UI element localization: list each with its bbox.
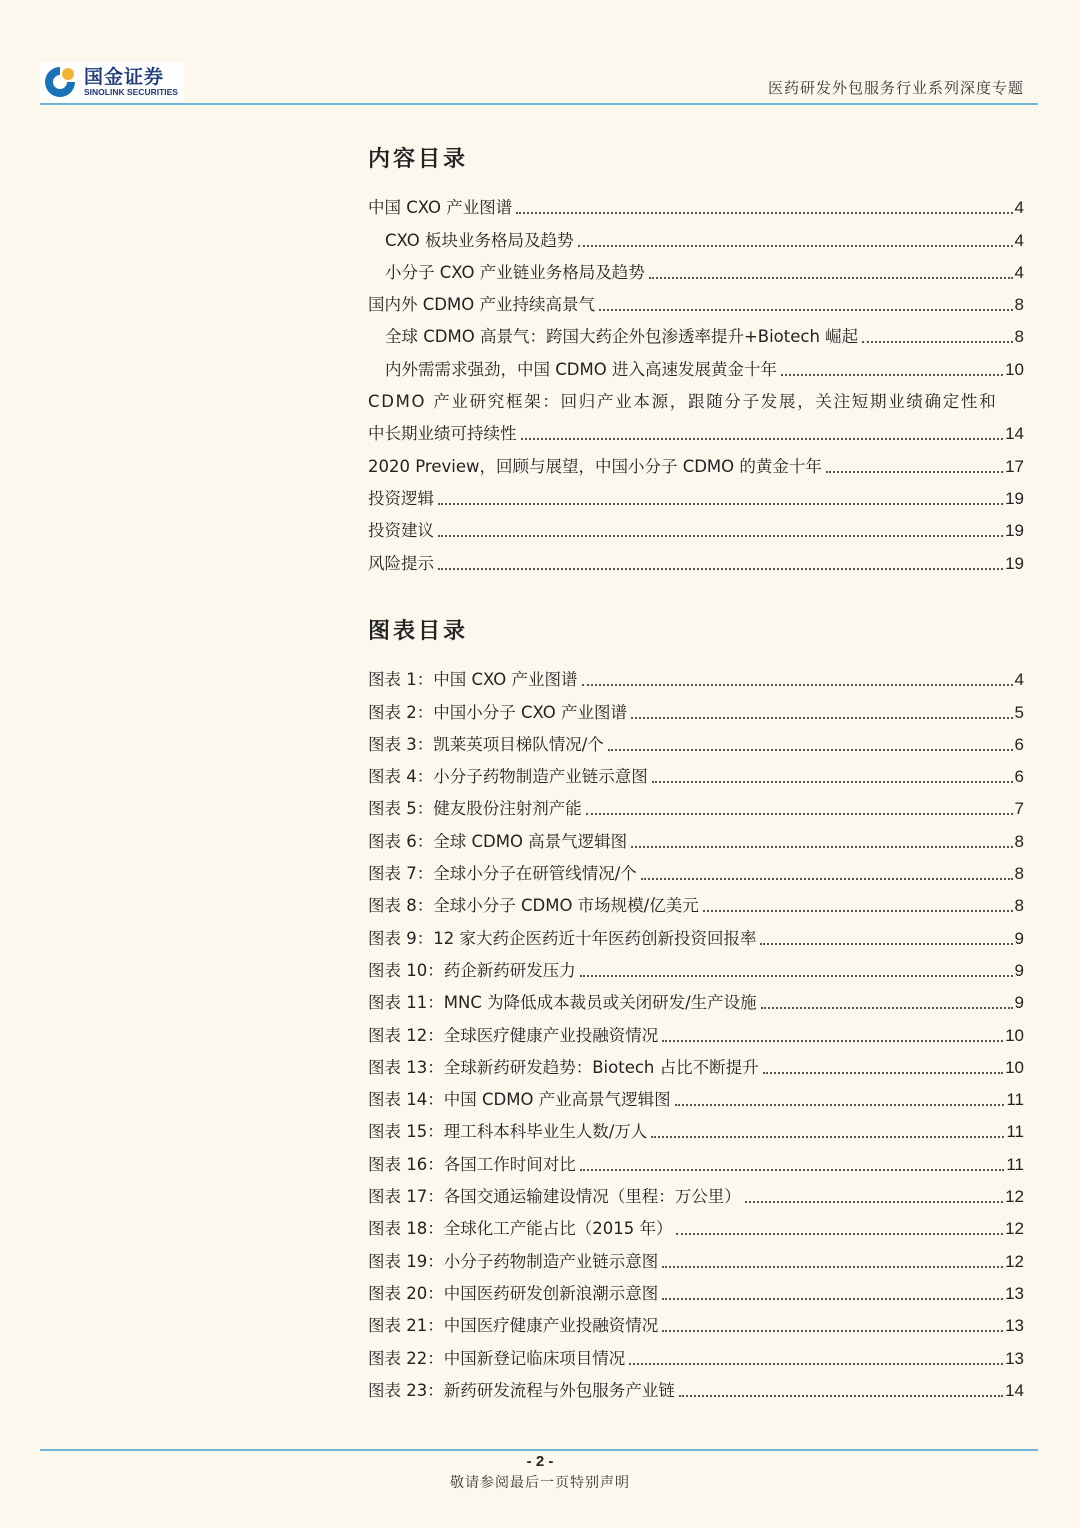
dot-leader — [641, 878, 1013, 880]
figure-entry-page: 11 — [1006, 1154, 1024, 1174]
table-of-contents — [368, 142, 1024, 574]
figure-entry-page: 10 — [1005, 1057, 1024, 1077]
figure-entry-title: 图表 2：中国小分子 CXO 产业图谱 — [368, 702, 627, 722]
dot-leader — [675, 1104, 1005, 1106]
figure-entry-title: 图表 4：小分子药物制造产业链示意图 — [368, 767, 648, 787]
figure-entry-page: 8 — [1014, 864, 1024, 884]
figure-entry-page: 4 — [1014, 670, 1024, 690]
figure-entry[interactable] — [368, 1304, 1024, 1336]
figure-entry-title: 图表 7：全球小分子在研管线情况/个 — [368, 864, 637, 884]
logo-english-name: SINOLINK SECURITIES — [84, 87, 178, 97]
toc-entry[interactable]: 全球 CDMO 高景气：跨国大药企外包渗透率提升+Biotech 崛起 8 — [385, 327, 1024, 347]
page-number: - 2 - — [526, 1453, 554, 1470]
figure-entry-page: 13 — [1005, 1316, 1024, 1336]
company-logo — [40, 62, 184, 102]
figure-entry-page: 13 — [1005, 1348, 1024, 1368]
figure-entry-page: 9 — [1014, 993, 1024, 1013]
figure-entry-title: 图表 8：全球小分子 CDMO 市场规模/亿美元 — [368, 896, 699, 916]
figure-entry-title: 图表 13：全球新药研发趋势：Biotech 占比不断提升 — [368, 1057, 759, 1077]
dot-leader — [703, 910, 1013, 912]
list-of-figures — [368, 614, 1024, 1401]
toc-entry[interactable]: 小分子 CXO 产业链业务格局及趋势 4 — [385, 262, 1024, 282]
toc-entry[interactable]: 内外需需求强劲，中国 CDMO 进入高速发展黄金十年 10 — [385, 359, 1024, 379]
dot-leader — [580, 975, 1013, 977]
figure-entry[interactable] — [368, 884, 1024, 916]
figure-entry[interactable] — [368, 1078, 1024, 1110]
figure-entry[interactable] — [368, 1175, 1024, 1207]
dot-leader — [608, 749, 1013, 751]
figure-entry-page: 12 — [1005, 1251, 1024, 1271]
contents-title: 内容目录 — [368, 147, 469, 172]
dot-leader — [763, 1072, 1003, 1074]
report-series-title: 医药研发外包服务行业系列深度专题 — [767, 79, 1024, 97]
figure-entry[interactable] — [368, 755, 1024, 787]
figure-entry-page: 5 — [1014, 702, 1024, 722]
dot-leader — [662, 1040, 1003, 1042]
dot-leader — [745, 1201, 1003, 1203]
figure-entry-title: 图表 22：中国新登记临床项目情况 — [368, 1348, 626, 1368]
figure-entry[interactable] — [368, 1013, 1024, 1045]
figure-entry-page: 9 — [1014, 960, 1024, 980]
dot-leader — [631, 717, 1013, 719]
dot-leader — [586, 813, 1013, 815]
figure-entry-page: 13 — [1005, 1283, 1024, 1303]
sinolink-logo-icon — [42, 64, 78, 100]
figure-entry-title: 图表 9：12 家大药企医药近十年医药创新投资回报率 — [368, 928, 757, 948]
dot-leader — [631, 846, 1012, 848]
figure-entry-title: 图表 23：新药研发流程与外包服务产业链 — [368, 1380, 675, 1400]
figure-entry[interactable] — [368, 658, 1024, 690]
figures-title: 图表目录 — [368, 619, 469, 644]
dot-leader — [662, 1298, 1003, 1300]
figure-entry[interactable] — [368, 690, 1024, 722]
figure-entry-title: 图表 1：中国 CXO 产业图谱 — [368, 670, 578, 690]
figure-entry-title: 图表 5：健友股份注射剂产能 — [368, 799, 582, 819]
dot-leader — [676, 1233, 1003, 1235]
figure-entry-title: 图表 14：中国 CDMO 产业高景气逻辑图 — [368, 1090, 671, 1110]
figure-entry[interactable] — [368, 1142, 1024, 1174]
dot-leader — [679, 1395, 1003, 1397]
toc-entry[interactable]: 国内外 CDMO 产业持续高景气 8 — [368, 295, 1024, 315]
figure-entry-page: 11 — [1006, 1122, 1024, 1142]
dot-leader — [582, 684, 1013, 686]
figure-entry-title: 图表 19：小分子药物制造产业链示意图 — [368, 1251, 659, 1271]
figure-entry-page: 7 — [1014, 799, 1024, 819]
figure-entry-title: 图表 3：凯莱英项目梯队情况/个 — [368, 734, 604, 754]
disclaimer-note: 敬请参阅最后一页特别声明 — [450, 1475, 630, 1491]
figure-entry-title: 图表 17：各国交通运输建设情况（里程：万公里） — [368, 1187, 741, 1207]
dot-leader — [760, 943, 1012, 945]
logo-chinese-name: 国金证券 — [84, 66, 165, 88]
toc-entry[interactable]: 投资建议 19 — [368, 521, 1024, 541]
figure-entry[interactable] — [368, 1369, 1024, 1401]
figure-entry-title: 图表 16：各国工作时间对比 — [368, 1154, 576, 1174]
figure-entry-page: 6 — [1014, 767, 1024, 787]
toc-entry[interactable]: 2020 Preview，回顾与展望，中国小分子 CDMO 的黄金十年 17 — [368, 456, 1024, 476]
dot-leader — [761, 1007, 1013, 1009]
footer-divider — [40, 1449, 1038, 1451]
figure-entry[interactable] — [368, 1207, 1024, 1239]
dot-leader — [580, 1169, 1005, 1171]
figure-entry[interactable] — [368, 949, 1024, 981]
toc-entry-line1[interactable]: CDMO 产业研究框架：回归产业本源，跟随分子发展，关注短期业绩确定性和 — [368, 392, 998, 412]
figure-entry-page: 8 — [1014, 896, 1024, 916]
figure-entry[interactable] — [368, 787, 1024, 819]
dot-leader — [662, 1266, 1003, 1268]
figure-entry[interactable] — [368, 1046, 1024, 1078]
figure-entry-title: 图表 21：中国医疗健康产业投融资情况 — [368, 1316, 659, 1336]
figure-entry[interactable] — [368, 1272, 1024, 1304]
toc-entry[interactable]: CXO 板块业务格局及趋势 4 — [385, 230, 1024, 250]
figure-entry[interactable] — [368, 981, 1024, 1013]
figure-entry[interactable] — [368, 852, 1024, 884]
dot-leader — [662, 1330, 1003, 1332]
figure-entry-title: 图表 11：MNC 为降低成本裁员或关闭研发/生产设施 — [368, 993, 757, 1013]
figure-entry-page: 12 — [1005, 1219, 1024, 1239]
header-divider — [40, 103, 1038, 105]
figure-entry[interactable] — [368, 1110, 1024, 1142]
figure-entry-title: 图表 10：药企新药研发压力 — [368, 960, 576, 980]
figure-entry-page: 8 — [1014, 831, 1024, 851]
toc-entry[interactable]: 中国 CXO 产业图谱 4 — [368, 198, 1024, 218]
figure-entry[interactable] — [368, 819, 1024, 851]
figure-entry-page: 14 — [1005, 1380, 1024, 1400]
dot-leader — [629, 1363, 1003, 1365]
figure-entry-title: 图表 6：全球 CDMO 高景气逻辑图 — [368, 831, 628, 851]
toc-entry[interactable]: 投资逻辑 19 — [368, 488, 1024, 508]
figure-entry[interactable] — [368, 1239, 1024, 1271]
dot-leader — [652, 781, 1013, 783]
figure-entry-page: 11 — [1006, 1090, 1024, 1110]
figure-entry-page: 6 — [1014, 734, 1024, 754]
figure-entry[interactable] — [368, 723, 1024, 755]
figure-entry-title: 图表 15：理工科本科毕业生人数/万人 — [368, 1122, 648, 1142]
figure-entry-title: 图表 18：全球化工产能占比（2015 年） — [368, 1219, 673, 1239]
figure-entry[interactable] — [368, 1336, 1024, 1368]
dot-leader — [651, 1136, 1004, 1138]
figure-entry-title: 图表 20：中国医药研发创新浪潮示意图 — [368, 1283, 659, 1303]
toc-entry-line2[interactable]: 中长期业绩可持续性 14 — [368, 424, 1024, 444]
toc-entry[interactable]: 风险提示 19 — [368, 553, 1024, 573]
figure-entry-page: 10 — [1005, 1025, 1024, 1045]
figure-entry[interactable] — [368, 916, 1024, 948]
figure-entry-page: 9 — [1014, 928, 1024, 948]
figure-entry-page: 12 — [1005, 1187, 1024, 1207]
figure-entry-title: 图表 12：全球医疗健康产业投融资情况 — [368, 1025, 659, 1045]
